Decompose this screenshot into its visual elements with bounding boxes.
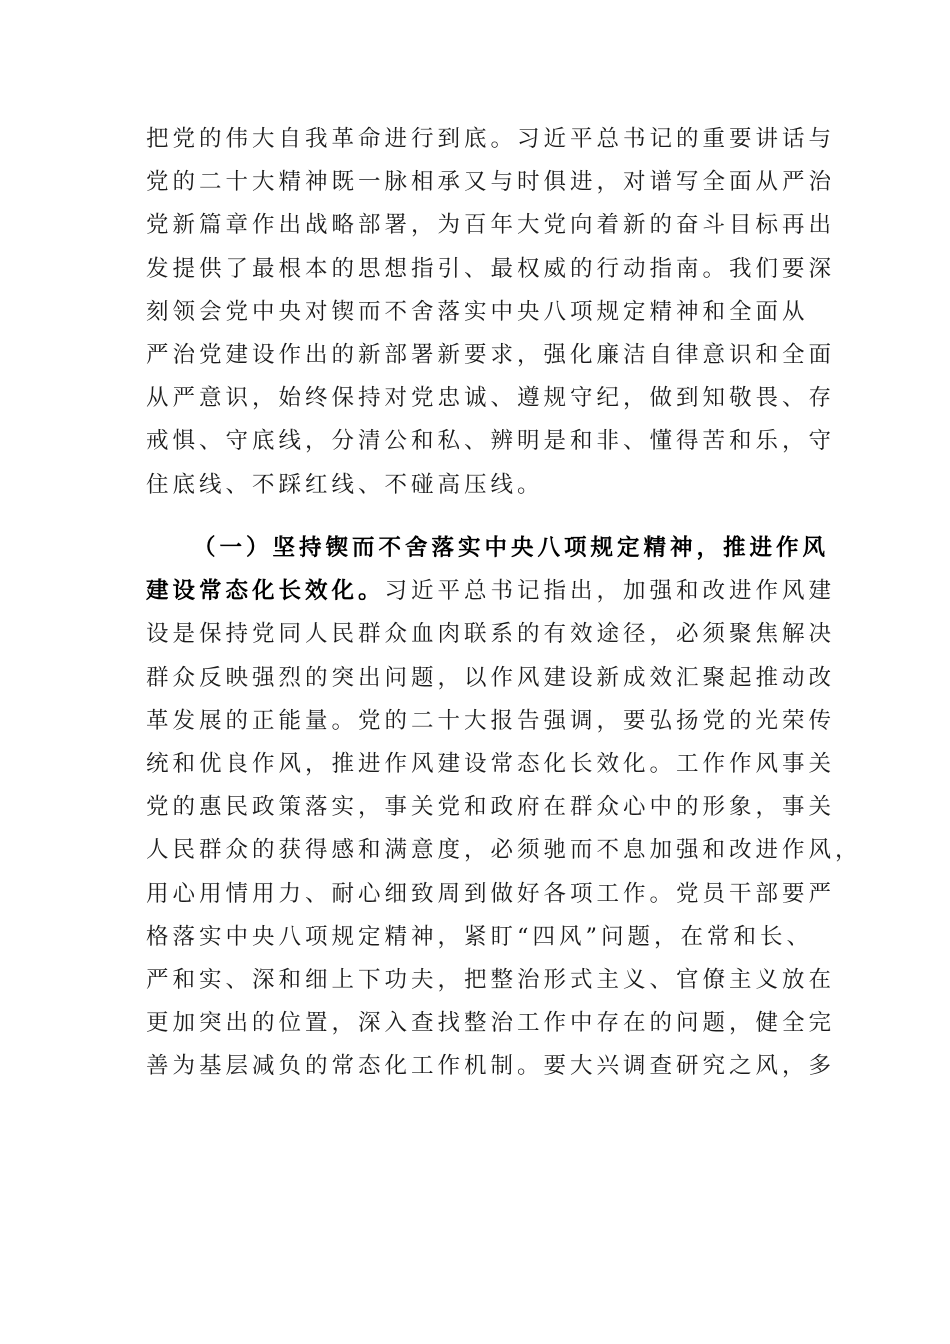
paragraph-line: 设是保持党同人民群众血肉联系的有效途径，必须聚焦解决 [146, 621, 836, 648]
paragraph-line: 用心用情用力、耐心细致周到做好各项工作。党员干部要严 [146, 880, 836, 907]
paragraph-text: 习近平总书记指出，加强和改进作风建 [384, 578, 836, 605]
paragraph-line: 党的惠民政策落实，事关党和政府在群众心中的形象，事关 [146, 794, 836, 821]
paragraph-2 [146, 527, 862, 1088]
section-heading-continued: 建设常态化长效化。 [146, 578, 385, 605]
paragraph-line: 从严意识，始终保持对党忠诚、遵规守纪，做到知敬畏、存 [146, 385, 836, 412]
paragraph-1 [146, 118, 836, 507]
paragraph-line: 统和优良作风，推进作风建设常态化长效化。工作作风事关 [146, 750, 836, 777]
paragraph-line: 善为基层减负的常态化工作机制。要大兴调查研究之风，多 [146, 1053, 836, 1080]
section-heading: （一）坚持锲而不舍落实中央八项规定精神，推进作风 [193, 535, 830, 561]
paragraph-line: 严治党建设作出的新部署新要求，强化廉洁自律意识和全面 [146, 341, 836, 368]
paragraph-line: 住底线、不踩红线、不碰高压线。 [146, 471, 544, 498]
paragraph-line: 更加突出的位置，深入查找整治工作中存在的问题，健全完 [146, 1010, 836, 1037]
paragraph-line: 把党的伟大自我革命进行到底。习近平总书记的重要讲话与 [146, 126, 836, 152]
section-heading-line [146, 527, 830, 570]
paragraph-line: 人民群众的获得感和满意度，必须驰而不息加强和改进作风， [146, 837, 862, 864]
paragraph-line: 党新篇章作出战略部署，为百年大党向着新的奋斗目标再出 [146, 212, 836, 239]
paragraph-line: 发提供了最根本的思想指引、最权威的行动指南。我们要深 [146, 255, 836, 282]
paragraph-line: 格落实中央八项规定精神，紧盯“四风”问题，在常和长、 [146, 923, 814, 950]
paragraph-line [146, 570, 836, 613]
paragraph-line: 刻领会党中央对锲而不舍落实中央八项规定精神和全面从 [146, 298, 809, 325]
paragraph-line: 党的二十大精神既一脉相承又与时俱进，对谱写全面从严治 [146, 169, 836, 196]
paragraph-line: 戒惧、守底线，分清公和私、辨明是和非、懂得苦和乐，守 [146, 428, 836, 455]
paragraph-line: 严和实、深和细上下功夫，把整治形式主义、官僚主义放在 [146, 966, 836, 993]
paragraph-line: 革发展的正能量。党的二十大报告强调，要弘扬党的光荣传 [146, 707, 836, 734]
paragraph-line: 群众反映强烈的突出问题，以作风建设新成效汇聚起推动改 [146, 664, 836, 691]
